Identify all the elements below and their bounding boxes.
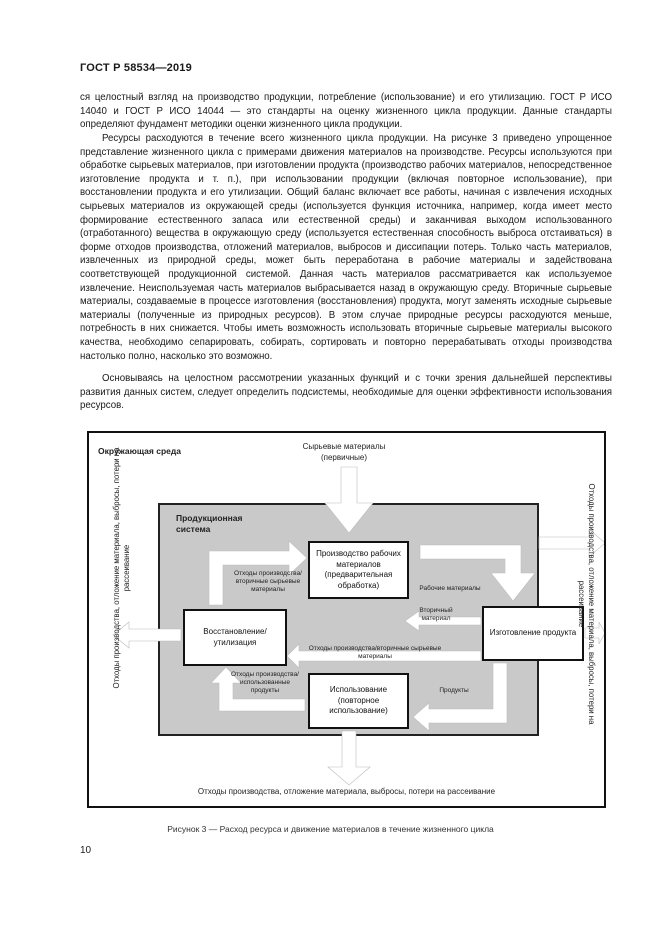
bottom-label: Отходы производства, отложение материала, выбросы, потери на рассеивание [197,787,496,796]
arrow-bottom-out [328,731,370,785]
label-waste-secondary-top: Отходы производства/ вторичные сырьевые материалы [234,570,302,593]
manufacture-box: Изготовление продукта [482,606,584,661]
page-number: 10 [80,845,92,856]
document-standard-header: ГОСТ Р 58534—2019 [80,62,192,74]
side-left-label: Отходы производства, отложение материала, выбросы, потери на рассеивание [112,447,131,689]
label-secondary-material: Вторичный материал [419,607,453,622]
production-box: Производство рабочих материалов (предварительная обработка) [308,541,409,599]
paragraph-resources [80,132,612,363]
paragraph-intro [80,91,612,132]
label-products: Продукты [439,687,469,694]
paragraph-1: ся целостный взгляд на производство продукции, потребление (использование) и его утилизацию. ГОСТ Р ИСО 14040 и ГОСТ Р ИСО 14044 — это стандарты на оценку жизненного цикла продукции. Данные стандарты определяют фундамент методики оценки жизненного цикла продукции. [80,92,612,131]
arrow-products [413,663,507,731]
side-right-label: Отходы производства, отложение материала, выбросы, потери на рассеивание [577,483,596,725]
life-cycle-figure [87,431,606,808]
environment-label: Окружающая среда [98,446,181,456]
label-working-materials: Рабочие материалы [419,585,481,592]
paragraph-conclusion [80,372,612,413]
raw-materials-label: Сырьевые материалы (первичные) [302,442,386,462]
restoration-box: Восстановление/ утилизация [183,609,287,666]
paragraph-2: Ресурсы расходуются в течение всего жизненного цикла продукции. На рисунке 3 приведено упрощенное представление жизненного цикла с примерами движения материалов на производстве. Ресурсы используются при обработке сырьевых материалов, при изготовлении продукта (производство рабочих материалов, непосредственное изготовление продукта и т. п.), при использовании продукции (включая повторное использование), при восстановлении продукта и его утилизации. Общий баланс включает все работы, начиная с извлечения исходных сырьевых материалов из окружающей среды (используется функция источника, например, когда имеет место формирование естественного запаса или естественной среды) и заканчивая выходом использованного (отработанного) вещества в окружающую среду (используется естественная способность выброса отстаиваться) в форме отходов производства, отложений материалов, выбросов и диссипации потерь. Только часть материалов, извлеченных из природной среды, может быть переработана в рабочие материалы и задействована соответствующей продукционной системой. Данная часть материалов рассматривается как используемое извлечение. Неиспользуемая часть материалов выбрасывается назад в окружающую среду. Вторичные сырьевые материалы, создаваемые в процессе изготовления (восстановления) продукта, могут заменять исходные сырьевые материалы (полученные из природных ресурсов). В этом случае природные ресурсы расходуются меньше, потребность в них снижается. Чтобы иметь возможность использовать вторичные сырьевые материалы высокого качества, необходимо сепарировать, собирать, сортировать и повторно перерабатывать отходы производства настолько полно, насколько это возможно. [80,133,612,362]
figure-caption: Рисунок 3 — Расход ресурса и движение материалов в течение жизненного цикла [167,824,494,834]
production-system-label: Продукционная система [176,513,243,534]
arrow-raw-materials-in [325,467,373,533]
label-waste-secondary-mid: Отходы производства/вторичные сырьевые материалы [308,645,442,660]
paragraph-3: Основываясь на целостном рассмотрении указанных функций и с точки зрения дальнейшей перспективы развития данных систем, следует определить подсистемы, необходимые для оценки эффективности использования ресурсов. [80,373,612,412]
use-box: Использование (повторное использование) [308,673,409,729]
label-waste-used-products: Отходы производства/ использованные продукты [231,671,299,694]
